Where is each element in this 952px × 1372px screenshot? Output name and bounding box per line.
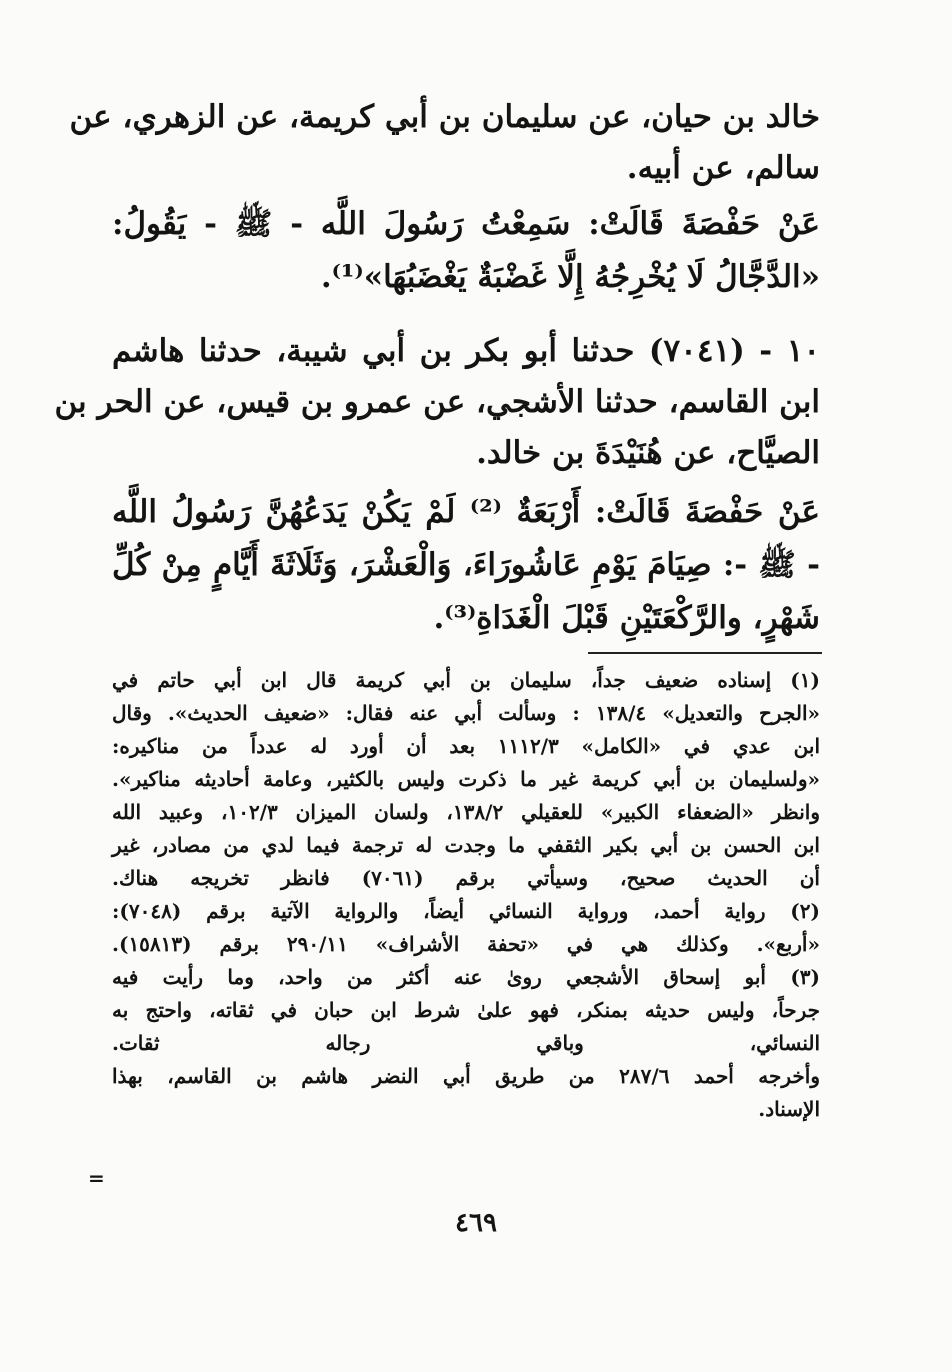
- isnad-2-line: الصيَّاح، عن هُنَيْدَةَ بن خالد.: [476, 435, 820, 471]
- footnotes-line: وانظر «الضعفاء الكبير» للعقيلي ١٣٨/٢، ولسان الميزان ١٠٢/٣، وعبيد الله: [112, 800, 820, 824]
- footnotes-line: (١) إسناده ضعيف جداً، سليمان بن أبي كريمة قال ابن أبي حاتم في: [112, 668, 820, 692]
- hadith-2-line: - ﷺ -: صِيَامَ يَوْمِ عَاشُورَاءَ، وَالْعَشْرَ، وَثَلَاثَةَ أَيَّامٍ مِنْ كُلِّ: [112, 547, 820, 583]
- footnote-separator: [588, 652, 822, 654]
- footnotes-line: النسائي، وباقي رجاله ثقات.: [112, 1031, 820, 1055]
- isnad-2-line: ١٠ - (٧٠٤١) حدثنا أبو بكر بن أبي شيبة، حدثنا هاشم: [112, 333, 820, 369]
- footnotes-line: «ولسليمان بن أبي كريمة غير ما ذكرت وليس بالكثير، وعامة أحاديثه مناكير».: [112, 767, 820, 791]
- footnotes-line: (٣) أبو إسحاق الأشجعي روىٰ عنه أكثر من واحد، وما رأيت فيه: [112, 965, 820, 989]
- footnotes-line: (٢) رواية أحمد، ورواية النسائي أيضاً، والرواية الآتية برقم (٧٠٤٨):: [112, 899, 820, 923]
- isnad-1-line: خالد بن حيان، عن سليمان بن أبي كريمة، عن الزهري، عن: [69, 99, 820, 135]
- footnotes-line: «الجرح والتعديل» ١٣٨/٤ : وسألت أبي عنه فقال: «ضعيف الحديث». وقال: [112, 701, 821, 725]
- hadith-2-block: [112, 486, 820, 645]
- footnotes-line: جرحاً، وليس حديثه بمنكر، فهو علىٰ شرط ابن حبان في ثقاته، واحتج به: [112, 998, 820, 1022]
- hadith-1-block: [112, 198, 820, 304]
- footnotes-line: وأخرجه أحمد ٢٨٧/٦ من طريق أبي النضر هاشم بن القاسم، بهذا: [112, 1064, 820, 1088]
- footnotes-line: ابن الحسن بن أبي بكير الثقفي ما وجدت له ترجمة فيما لدي من مصادر، غير: [112, 833, 820, 857]
- margin-mark: =: [88, 1166, 105, 1190]
- footnotes-line: «أربع». وكذلك هي في «تحفة الأشراف» ٢٩٠/١١ برقم (١٥٨١٣).: [112, 932, 820, 956]
- hadith-2-line: عَنْ حَفْصَةَ قَالَتْ: أَرْبَعَةٌ ⁽²⁾ لَمْ يَكُنْ يَدَعُهُنَّ رَسُولُ اللَّه: [112, 494, 820, 530]
- isnad-2-line: ابن القاسم، حدثنا الأشجي، عن عمرو بن قيس، عن الحر بن: [54, 384, 820, 420]
- footnotes-line: ابن عدي في «الكامل» ١١١٢/٣ بعد أن أورد له عدداً من مناكيره:: [112, 734, 820, 758]
- footnotes-line: أن الحديث صحيح، وسيأتي برقم (٧٠٦١) فانظر تخريجه هناك.: [112, 866, 820, 890]
- isnad-2-block: [54, 326, 820, 479]
- hadith-1-line: عَنْ حَفْصَةَ قَالَتْ: سَمِعْتُ رَسُولَ اللَّه - ﷺ - يَقُولُ:: [112, 206, 820, 242]
- isnad-1-line: سالم، عن أبيه.: [626, 150, 820, 186]
- page-number: ٤٦٩: [455, 1208, 497, 1238]
- isnad-1-block: [69, 92, 820, 194]
- hadith-1-line: «الدَّجَّالُ لَا يُخْرِجُهُ إِلَّا غَضْبَةٌ يَغْضَبُهَا»⁽¹⁾.: [320, 259, 820, 295]
- hadith-2-line: شَهْرٍ، والرَّكْعَتَيْنِ قَبْلَ الْغَدَاةِ⁽³⁾.: [433, 600, 820, 636]
- footnotes-line: الإسناد.: [758, 1097, 820, 1121]
- footnotes-block: [112, 664, 820, 1126]
